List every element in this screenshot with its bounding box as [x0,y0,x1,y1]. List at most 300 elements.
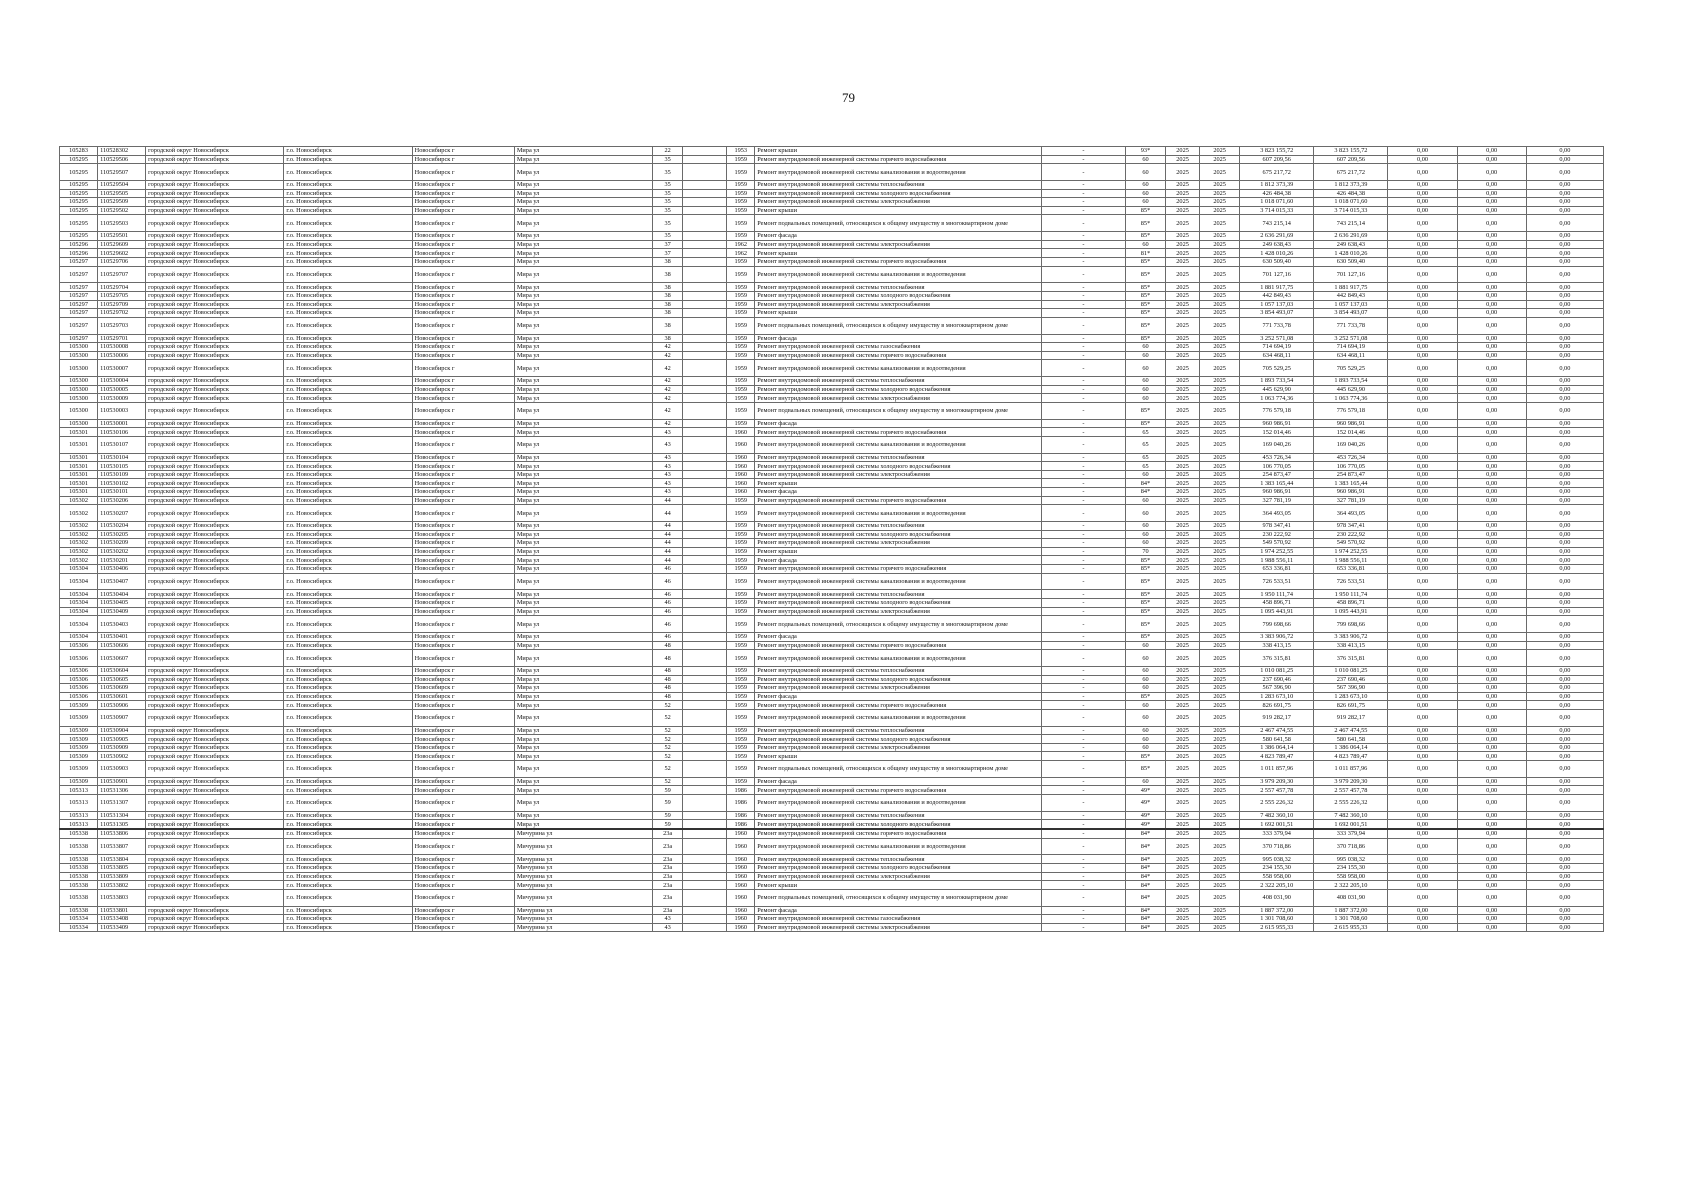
house-id-cell: 105300 [60,351,98,360]
house-id-cell: 105306 [60,692,98,701]
total-cost-cell: 445 629,90 [1314,385,1388,394]
total-cost-cell: 776 579,18 [1314,402,1388,419]
work-type-cell: Ремонт фасада [755,556,1042,565]
total-cost-cell: 995 038,32 [1314,855,1388,864]
fund-regional-cell: 0,00 [1457,496,1526,505]
cost-cell: 169 040,26 [1240,436,1314,453]
table-row [60,820,1604,829]
work-code-cell: 110529505 [98,189,146,198]
work-type-cell: Ремонт внутридомовой инженерной системы холодного водоснабжения [755,462,1042,471]
unit-cell: - [1041,300,1125,309]
city-cell: Новосибирск г [412,266,514,283]
work-type-cell: Ремонт внутридомовой инженерной системы горячего водоснабжения [755,428,1042,437]
fund-federal-cell: 0,00 [1388,752,1457,761]
total-cost-cell: 230 222,92 [1314,530,1388,539]
municipality-cell: городской округ Новосибирск [146,334,284,343]
house-number-cell: 46 [653,564,683,573]
building-cell [683,257,727,266]
house-id-cell: 105302 [60,496,98,505]
district-cell: г.о. Новосибирск [284,701,412,710]
wear-percent-cell: 60 [1125,701,1165,710]
street-cell: Мира ул [514,811,652,820]
district-cell: г.о. Новосибирск [284,428,412,437]
wear-percent-cell: 60 [1125,650,1165,667]
wear-percent-cell: 85* [1125,283,1165,292]
house-id-cell: 105295 [60,232,98,241]
work-type-cell: Ремонт внутридомовой инженерной системы электроснабжения [755,300,1042,309]
municipality-cell: городской округ Новосибирск [146,309,284,318]
work-type-cell: Ремонт внутридомовой инженерной системы холодного водоснабжения [755,598,1042,607]
year-built-cell: 1960 [727,428,755,437]
fund-federal-cell: 0,00 [1388,855,1457,864]
unit-cell: - [1041,505,1125,522]
building-cell [683,692,727,701]
street-cell: Мичурина ул [514,889,652,906]
fund-regional-cell: 0,00 [1457,547,1526,556]
fund-federal-cell: 0,00 [1388,309,1457,318]
house-id-cell: 105283 [60,147,98,156]
street-cell: Мира ул [514,351,652,360]
unit-cell: - [1041,855,1125,864]
wear-percent-cell: 60 [1125,709,1165,726]
house-id-cell: 105334 [60,923,98,932]
table-row [60,607,1604,616]
street-cell: Мира ул [514,795,652,812]
plan-year-start-cell: 2025 [1166,906,1200,915]
district-cell: г.о. Новосибирск [284,838,412,855]
work-code-cell: 110530604 [98,666,146,675]
table-row [60,539,1604,548]
cost-cell: 3 252 571,08 [1240,334,1314,343]
plan-year-start-cell: 2025 [1166,573,1200,590]
city-cell: Новосибирск г [412,547,514,556]
street-cell: Мира ул [514,556,652,565]
street-cell: Мира ул [514,180,652,189]
street-cell: Мира ул [514,266,652,283]
cost-cell: 1 301 708,60 [1240,915,1314,924]
work-code-cell: 110530609 [98,684,146,693]
plan-year-end-cell: 2025 [1200,343,1240,352]
municipality-cell: городской округ Новосибирск [146,215,284,232]
municipality-cell: городской округ Новосибирск [146,881,284,890]
fund-federal-cell: 0,00 [1388,761,1457,778]
municipality-cell: городской округ Новосибирск [146,198,284,207]
house-number-cell: 43 [653,462,683,471]
house-id-cell: 105297 [60,266,98,283]
year-built-cell: 1960 [727,453,755,462]
street-cell: Мичурина ул [514,838,652,855]
unit-cell: - [1041,385,1125,394]
year-built-cell: 1959 [727,206,755,215]
plan-year-start-cell: 2025 [1166,488,1200,497]
year-built-cell: 1959 [727,377,755,386]
wear-percent-cell: 85* [1125,215,1165,232]
city-cell: Новосибирск г [412,240,514,249]
building-cell [683,573,727,590]
city-cell: Новосибирск г [412,505,514,522]
district-cell: г.о. Новосибирск [284,743,412,752]
street-cell: Мира ул [514,496,652,505]
fund-local-cell: 0,00 [1526,428,1603,437]
cost-cell: 364 493,05 [1240,505,1314,522]
building-cell [683,419,727,428]
street-cell: Мира ул [514,309,652,318]
work-code-cell: 110530907 [98,709,146,726]
fund-federal-cell: 0,00 [1388,394,1457,403]
work-code-cell: 110530905 [98,735,146,744]
table-row [60,402,1604,419]
year-built-cell: 1959 [727,709,755,726]
wear-percent-cell: 60 [1125,675,1165,684]
plan-year-end-cell: 2025 [1200,309,1240,318]
house-number-cell: 52 [653,752,683,761]
municipality-cell: городской округ Новосибирск [146,752,284,761]
page-number: 79 [842,90,855,105]
total-cost-cell: 607 209,56 [1314,155,1388,164]
city-cell: Новосибирск г [412,650,514,667]
work-type-cell: Ремонт внутридомовой инженерной системы холодного водоснабжения [755,864,1042,873]
fund-regional-cell: 0,00 [1457,556,1526,565]
fund-regional-cell: 0,00 [1457,402,1526,419]
work-code-cell: 110533807 [98,838,146,855]
city-cell: Новосибирск г [412,164,514,181]
fund-regional-cell: 0,00 [1457,598,1526,607]
house-id-cell: 105300 [60,360,98,377]
district-cell: г.о. Новосибирск [284,351,412,360]
fund-regional-cell: 0,00 [1457,215,1526,232]
cost-cell: 995 038,32 [1240,855,1314,864]
plan-year-start-cell: 2025 [1166,470,1200,479]
district-cell: г.о. Новосибирск [284,343,412,352]
unit-cell: - [1041,906,1125,915]
year-built-cell: 1960 [727,881,755,890]
municipality-cell: городской округ Новосибирск [146,300,284,309]
house-number-cell: 23а [653,889,683,906]
house-id-cell: 105295 [60,189,98,198]
fund-local-cell: 0,00 [1526,232,1603,241]
fund-local-cell: 0,00 [1526,590,1603,599]
plan-year-start-cell: 2025 [1166,479,1200,488]
street-cell: Мира ул [514,198,652,207]
work-type-cell: Ремонт внутридомовой инженерной системы холодного водоснабжения [755,675,1042,684]
wear-percent-cell: 65 [1125,428,1165,437]
fund-local-cell: 0,00 [1526,283,1603,292]
unit-cell: - [1041,453,1125,462]
fund-local-cell: 0,00 [1526,632,1603,641]
fund-federal-cell: 0,00 [1388,829,1457,838]
work-code-cell: 110533408 [98,915,146,924]
unit-cell: - [1041,923,1125,932]
unit-cell: - [1041,881,1125,890]
total-cost-cell: 408 031,90 [1314,889,1388,906]
fund-local-cell: 0,00 [1526,735,1603,744]
plan-year-start-cell: 2025 [1166,394,1200,403]
work-type-cell: Ремонт внутридомовой инженерной системы холодного водоснабжения [755,291,1042,300]
work-code-cell: 110530902 [98,752,146,761]
plan-year-start-cell: 2025 [1166,377,1200,386]
cost-cell: 1 063 774,36 [1240,394,1314,403]
unit-cell: - [1041,539,1125,548]
plan-year-end-cell: 2025 [1200,164,1240,181]
cost-cell: 3 823 155,72 [1240,147,1314,156]
cost-cell: 1 011 857,96 [1240,761,1314,778]
house-id-cell: 105309 [60,709,98,726]
fund-regional-cell: 0,00 [1457,147,1526,156]
total-cost-cell: 4 823 789,47 [1314,752,1388,761]
house-id-cell: 105304 [60,616,98,633]
house-id-cell: 105309 [60,761,98,778]
wear-percent-cell: 65 [1125,436,1165,453]
fund-federal-cell: 0,00 [1388,726,1457,735]
unit-cell: - [1041,838,1125,855]
work-code-cell: 110528302 [98,147,146,156]
fund-federal-cell: 0,00 [1388,820,1457,829]
city-cell: Новосибирск г [412,470,514,479]
district-cell: г.о. Новосибирск [284,470,412,479]
capital-repair-table [59,146,1604,932]
house-number-cell: 46 [653,573,683,590]
plan-year-start-cell: 2025 [1166,607,1200,616]
district-cell: г.о. Новосибирск [284,291,412,300]
fund-federal-cell: 0,00 [1388,777,1457,786]
fund-federal-cell: 0,00 [1388,786,1457,795]
work-code-cell: 110530606 [98,641,146,650]
table-row [60,309,1604,318]
fund-local-cell: 0,00 [1526,385,1603,394]
plan-year-start-cell: 2025 [1166,257,1200,266]
unit-cell: - [1041,522,1125,531]
plan-year-end-cell: 2025 [1200,864,1240,873]
fund-local-cell: 0,00 [1526,795,1603,812]
unit-cell: - [1041,829,1125,838]
municipality-cell: городской округ Новосибирск [146,743,284,752]
building-cell [683,215,727,232]
work-code-cell: 110533409 [98,923,146,932]
unit-cell: - [1041,317,1125,334]
plan-year-start-cell: 2025 [1166,675,1200,684]
city-cell: Новосибирск г [412,889,514,906]
year-built-cell: 1959 [727,419,755,428]
house-number-cell: 35 [653,206,683,215]
house-id-cell: 105301 [60,428,98,437]
fund-regional-cell: 0,00 [1457,479,1526,488]
table-row [60,385,1604,394]
total-cost-cell: 1 881 917,75 [1314,283,1388,292]
street-cell: Мира ул [514,257,652,266]
fund-regional-cell: 0,00 [1457,266,1526,283]
fund-local-cell: 0,00 [1526,607,1603,616]
fund-regional-cell: 0,00 [1457,180,1526,189]
work-type-cell: Ремонт подвальных помещений, относящихся к общему имуществу в многоквартирном доме [755,402,1042,419]
plan-year-end-cell: 2025 [1200,701,1240,710]
plan-year-start-cell: 2025 [1166,206,1200,215]
street-cell: Мира ул [514,777,652,786]
house-id-cell: 105301 [60,488,98,497]
fund-regional-cell: 0,00 [1457,428,1526,437]
table-row [60,777,1604,786]
district-cell: г.о. Новосибирск [284,795,412,812]
work-code-cell: 110530008 [98,343,146,352]
total-cost-cell: 1 386 064,14 [1314,743,1388,752]
table-row [60,735,1604,744]
building-cell [683,864,727,873]
building-cell [683,684,727,693]
building-cell [683,726,727,735]
work-code-cell: 110530007 [98,360,146,377]
plan-year-end-cell: 2025 [1200,394,1240,403]
total-cost-cell: 254 873,47 [1314,470,1388,479]
total-cost-cell: 1 950 111,74 [1314,590,1388,599]
house-number-cell: 59 [653,820,683,829]
street-cell: Мира ул [514,692,652,701]
total-cost-cell: 714 694,19 [1314,343,1388,352]
plan-year-start-cell: 2025 [1166,811,1200,820]
work-type-cell: Ремонт внутридомовой инженерной системы газоснабжения [755,915,1042,924]
fund-regional-cell: 0,00 [1457,777,1526,786]
unit-cell: - [1041,164,1125,181]
building-cell [683,402,727,419]
fund-regional-cell: 0,00 [1457,564,1526,573]
total-cost-cell: 458 896,71 [1314,598,1388,607]
fund-local-cell: 0,00 [1526,872,1603,881]
cost-cell: 1 386 064,14 [1240,743,1314,752]
district-cell: г.о. Новосибирск [284,360,412,377]
plan-year-start-cell: 2025 [1166,915,1200,924]
unit-cell: - [1041,811,1125,820]
table-row [60,198,1604,207]
work-code-cell: 110533801 [98,906,146,915]
fund-regional-cell: 0,00 [1457,666,1526,675]
fund-federal-cell: 0,00 [1388,334,1457,343]
house-id-cell: 105309 [60,701,98,710]
municipality-cell: городской округ Новосибирск [146,257,284,266]
unit-cell: - [1041,180,1125,189]
building-cell [683,385,727,394]
fund-regional-cell: 0,00 [1457,470,1526,479]
plan-year-start-cell: 2025 [1166,215,1200,232]
house-number-cell: 48 [653,641,683,650]
building-cell [683,394,727,403]
wear-percent-cell: 85* [1125,257,1165,266]
plan-year-end-cell: 2025 [1200,855,1240,864]
unit-cell: - [1041,147,1125,156]
building-cell [683,820,727,829]
wear-percent-cell: 60 [1125,470,1165,479]
unit-cell: - [1041,726,1125,735]
table-row [60,351,1604,360]
house-number-cell: 38 [653,257,683,266]
fund-regional-cell: 0,00 [1457,189,1526,198]
fund-federal-cell: 0,00 [1388,573,1457,590]
street-cell: Мира ул [514,641,652,650]
fund-local-cell: 0,00 [1526,641,1603,650]
cost-cell: 1 428 010,26 [1240,249,1314,258]
fund-local-cell: 0,00 [1526,777,1603,786]
unit-cell: - [1041,488,1125,497]
street-cell: Мира ул [514,684,652,693]
municipality-cell: городской округ Новосибирск [146,777,284,786]
year-built-cell: 1959 [727,564,755,573]
table-row [60,786,1604,795]
fund-federal-cell: 0,00 [1388,266,1457,283]
plan-year-start-cell: 2025 [1166,462,1200,471]
fund-federal-cell: 0,00 [1388,300,1457,309]
house-id-cell: 105297 [60,309,98,318]
plan-year-start-cell: 2025 [1166,453,1200,462]
house-number-cell: 52 [653,743,683,752]
plan-year-end-cell: 2025 [1200,726,1240,735]
house-number-cell: 59 [653,811,683,820]
work-type-cell: Ремонт внутридомовой инженерной системы теплоснабжения [755,377,1042,386]
table-row [60,752,1604,761]
municipality-cell: городской округ Новосибирск [146,539,284,548]
house-id-cell: 105338 [60,838,98,855]
wear-percent-cell: 85* [1125,590,1165,599]
unit-cell: - [1041,155,1125,164]
unit-cell: - [1041,795,1125,812]
table-row [60,838,1604,855]
street-cell: Мира ул [514,726,652,735]
fund-regional-cell: 0,00 [1457,462,1526,471]
total-cost-cell: 580 641,58 [1314,735,1388,744]
building-cell [683,343,727,352]
house-id-cell: 105334 [60,915,98,924]
fund-regional-cell: 0,00 [1457,522,1526,531]
fund-regional-cell: 0,00 [1457,155,1526,164]
cost-cell: 1 283 673,10 [1240,692,1314,701]
fund-local-cell: 0,00 [1526,257,1603,266]
fund-federal-cell: 0,00 [1388,872,1457,881]
city-cell: Новосибирск г [412,522,514,531]
fund-regional-cell: 0,00 [1457,164,1526,181]
house-id-cell: 105306 [60,650,98,667]
fund-local-cell: 0,00 [1526,564,1603,573]
house-number-cell: 42 [653,385,683,394]
fund-federal-cell: 0,00 [1388,155,1457,164]
wear-percent-cell: 60 [1125,394,1165,403]
unit-cell: - [1041,590,1125,599]
street-cell: Мира ул [514,539,652,548]
year-built-cell: 1960 [727,889,755,906]
work-code-cell: 110530403 [98,616,146,633]
fund-local-cell: 0,00 [1526,539,1603,548]
plan-year-start-cell: 2025 [1166,419,1200,428]
street-cell: Мира ул [514,343,652,352]
plan-year-end-cell: 2025 [1200,795,1240,812]
cost-cell: 1 881 917,75 [1240,283,1314,292]
plan-year-start-cell: 2025 [1166,189,1200,198]
year-built-cell: 1959 [727,666,755,675]
table-row [60,180,1604,189]
street-cell: Мира ул [514,573,652,590]
plan-year-start-cell: 2025 [1166,598,1200,607]
fund-local-cell: 0,00 [1526,198,1603,207]
cost-cell: 776 579,18 [1240,402,1314,419]
fund-local-cell: 0,00 [1526,479,1603,488]
street-cell: Мира ул [514,215,652,232]
unit-cell: - [1041,666,1125,675]
year-built-cell: 1960 [727,872,755,881]
unit-cell: - [1041,394,1125,403]
fund-local-cell: 0,00 [1526,240,1603,249]
district-cell: г.о. Новосибирск [284,641,412,650]
building-cell [683,701,727,710]
house-id-cell: 105296 [60,249,98,258]
cost-cell: 726 533,51 [1240,573,1314,590]
city-cell: Новосибирск г [412,394,514,403]
unit-cell: - [1041,402,1125,419]
cost-cell: 771 733,78 [1240,317,1314,334]
